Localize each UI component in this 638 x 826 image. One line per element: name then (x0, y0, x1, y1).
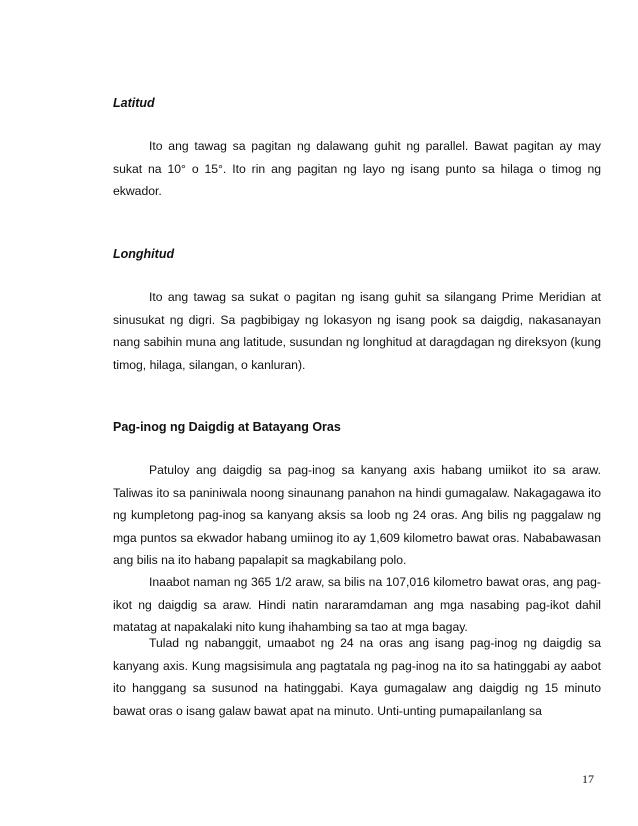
heading-longhitud: Longhitud (113, 247, 175, 261)
paragraph-pag-inog-3: Tulad ng nabanggit, umaabot ng 24 na oras ang isang pag-inog ng daigdig sa kanyang axis. Kung magsisimula ang pagtatala ng pag-inog na ito sa hatinggabi ay aabot ito hanggang sa susunod na hatinggabi. Kaya gumagalaw ang daigdig ng 15 minuto bawat oras o isang galaw bawat apat na minuto. Unti-unting pumapailanlang sa (113, 636, 601, 718)
paragraph-pag-inog-1: Patuloy ang daigdig sa pag-inog sa kanyang axis habang umiikot ito sa araw. Taliwas ito sa paniniwala noong sinaunang panahon na hindi gumagalaw. Nakagagawa ito ng kumpletong pag-inog sa kanyang aksis sa loob ng 24 oras. Ang bilis ng paggalaw ng mga puntos sa ekwador habang umiinog ito ay 1,609 kilometro bawat oras. Nababawasan ang bilis na ito habang papalapit sa magkabilang polo. (113, 463, 601, 567)
heading-pag-inog: Pag-inog ng Daigdig at Batayang Oras (113, 420, 341, 434)
heading-latitud: Latitud (113, 96, 155, 110)
page-number: 17 (582, 772, 594, 786)
paragraph-longhitud: Ito ang tawag sa sukat o pagitan ng isang guhit sa silangang Prime Meridian at sinusukat ng digri. Sa pagbibigay ng lokasyon ng isang pook sa daigdig, nakasanayan nang sabihin muna ang latitude, susundan ng longhitud at daragdagan ng direksyon (kung timog, hilaga, silangan, o kanluran). (113, 290, 601, 372)
paragraph-pag-inog-2: Inaabot naman ng 365 1/2 araw, sa bilis na 107,016 kilometro bawat oras, ang pag-ikot ng daigdig sa araw. Hindi natin nararamdaman ang mga nasabing pag-ikot dahil matatag at napakalaki nito kung ihahambing sa tao at mga bagay. (113, 575, 601, 634)
paragraph-latitud: Ito ang tawag sa pagitan ng dalawang guhit ng parallel. Bawat pagitan ay may sukat na 10° o 15°. Ito rin ang pagitan ng layo ng isang punto sa hilaga o timog ng ekwador. (113, 139, 601, 198)
